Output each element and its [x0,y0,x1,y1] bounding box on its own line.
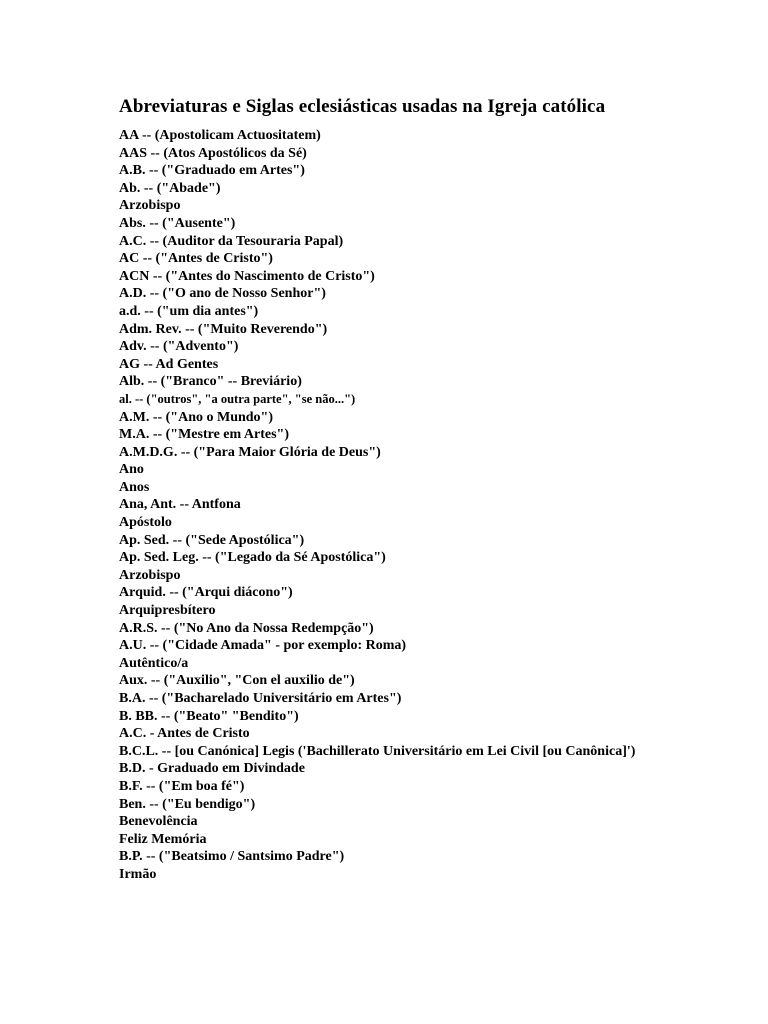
list-item: B.P. -- ("Beatsimo / Santsimo Padre") [119,849,345,865]
list-item: B.C.L. -- [ou Canónica] Legis ('Bachillerato Universitário em Lei Civil [ou Canônica]') [119,743,636,759]
list-item: ACN -- ("Antes do Nascimento de Cristo") [119,268,375,284]
list-item: AAS -- (Atos Apostólicos da Sé) [119,145,307,161]
list-item: Apóstolo [119,515,172,531]
list-item: a.d. -- ("um dia antes") [119,303,259,319]
list-item: M.A. -- ("Mestre em Artes") [119,427,289,443]
list-item: Irmão [119,866,157,882]
list-item: Arquipresbítero [119,603,216,619]
list-item: A.R.S. -- ("No Ano da Nossa Redempção") [119,620,374,636]
list-item: Benevolência [119,814,198,830]
list-item: Ben. -- ("Eu bendigo") [119,796,256,812]
list-item: Adv. -- ("Advento") [119,339,239,355]
list-item: al. -- ("outros", "a outra parte", "se não...") [119,391,356,406]
list-item: Ap. Sed. -- ("Sede Apostólica") [119,532,305,548]
list-item: B.A. -- ("Bacharelado Universitário em Artes") [119,691,402,706]
list-item: Ab. -- ("Abade") [119,180,221,196]
list-item: A.M. -- ("Ano o Mundo") [119,409,273,425]
list-item: Autêntico/a [119,655,189,671]
list-item: Arquid. -- ("Arqui diácono") [119,585,293,601]
list-item: AC -- ("Antes de Cristo") [119,251,273,267]
abbreviation-list [119,127,635,884]
list-item: Arzobispo [119,567,181,583]
list-item: Adm. Rev. -- ("Muito Reverendo") [119,321,328,337]
page-title: Abreviaturas e Siglas eclesiásticas usadas na Igreja católica [119,96,606,117]
list-item: Aux. -- ("Auxilio", "Con el auxilio de") [119,673,355,689]
list-item: A.B. -- ("Graduado em Artes") [119,163,305,179]
list-item: Arzobispo [119,198,181,214]
list-item: Ap. Sed. Leg. -- ("Legado da Sé Apostólica") [119,550,386,566]
list-item: Alb. -- ("Branco" -- Breviário) [119,374,302,390]
list-item: A.D. -- ("O ano de Nosso Senhor") [119,286,326,302]
list-item: B.F. -- ("Em boa fé") [119,778,245,794]
list-item: A.C. - Antes de Cristo [119,726,250,742]
list-item: AG -- Ad Gentes [119,356,219,372]
list-item: Anos [119,479,150,495]
list-item: A.C. -- (Auditor da Tesouraria Papal) [119,233,344,249]
list-item: A.U. -- ("Cidade Amada" - por exemplo: Roma) [119,638,407,654]
list-item: Abs. -- ("Ausente") [119,215,236,231]
list-item: B.D. - Graduado em Divindade [119,761,305,777]
list-item: Ana, Ant. -- Antfona [119,497,241,513]
list-item: A.M.D.G. -- ("Para Maior Glória de Deus") [119,444,381,460]
list-item: Feliz Memória [119,831,207,847]
list-item: AA -- (Apostolicam Actuositatem) [119,128,321,143]
list-item: B. BB. -- ("Beato" "Bendito") [119,708,299,724]
list-item: Ano [119,462,144,478]
